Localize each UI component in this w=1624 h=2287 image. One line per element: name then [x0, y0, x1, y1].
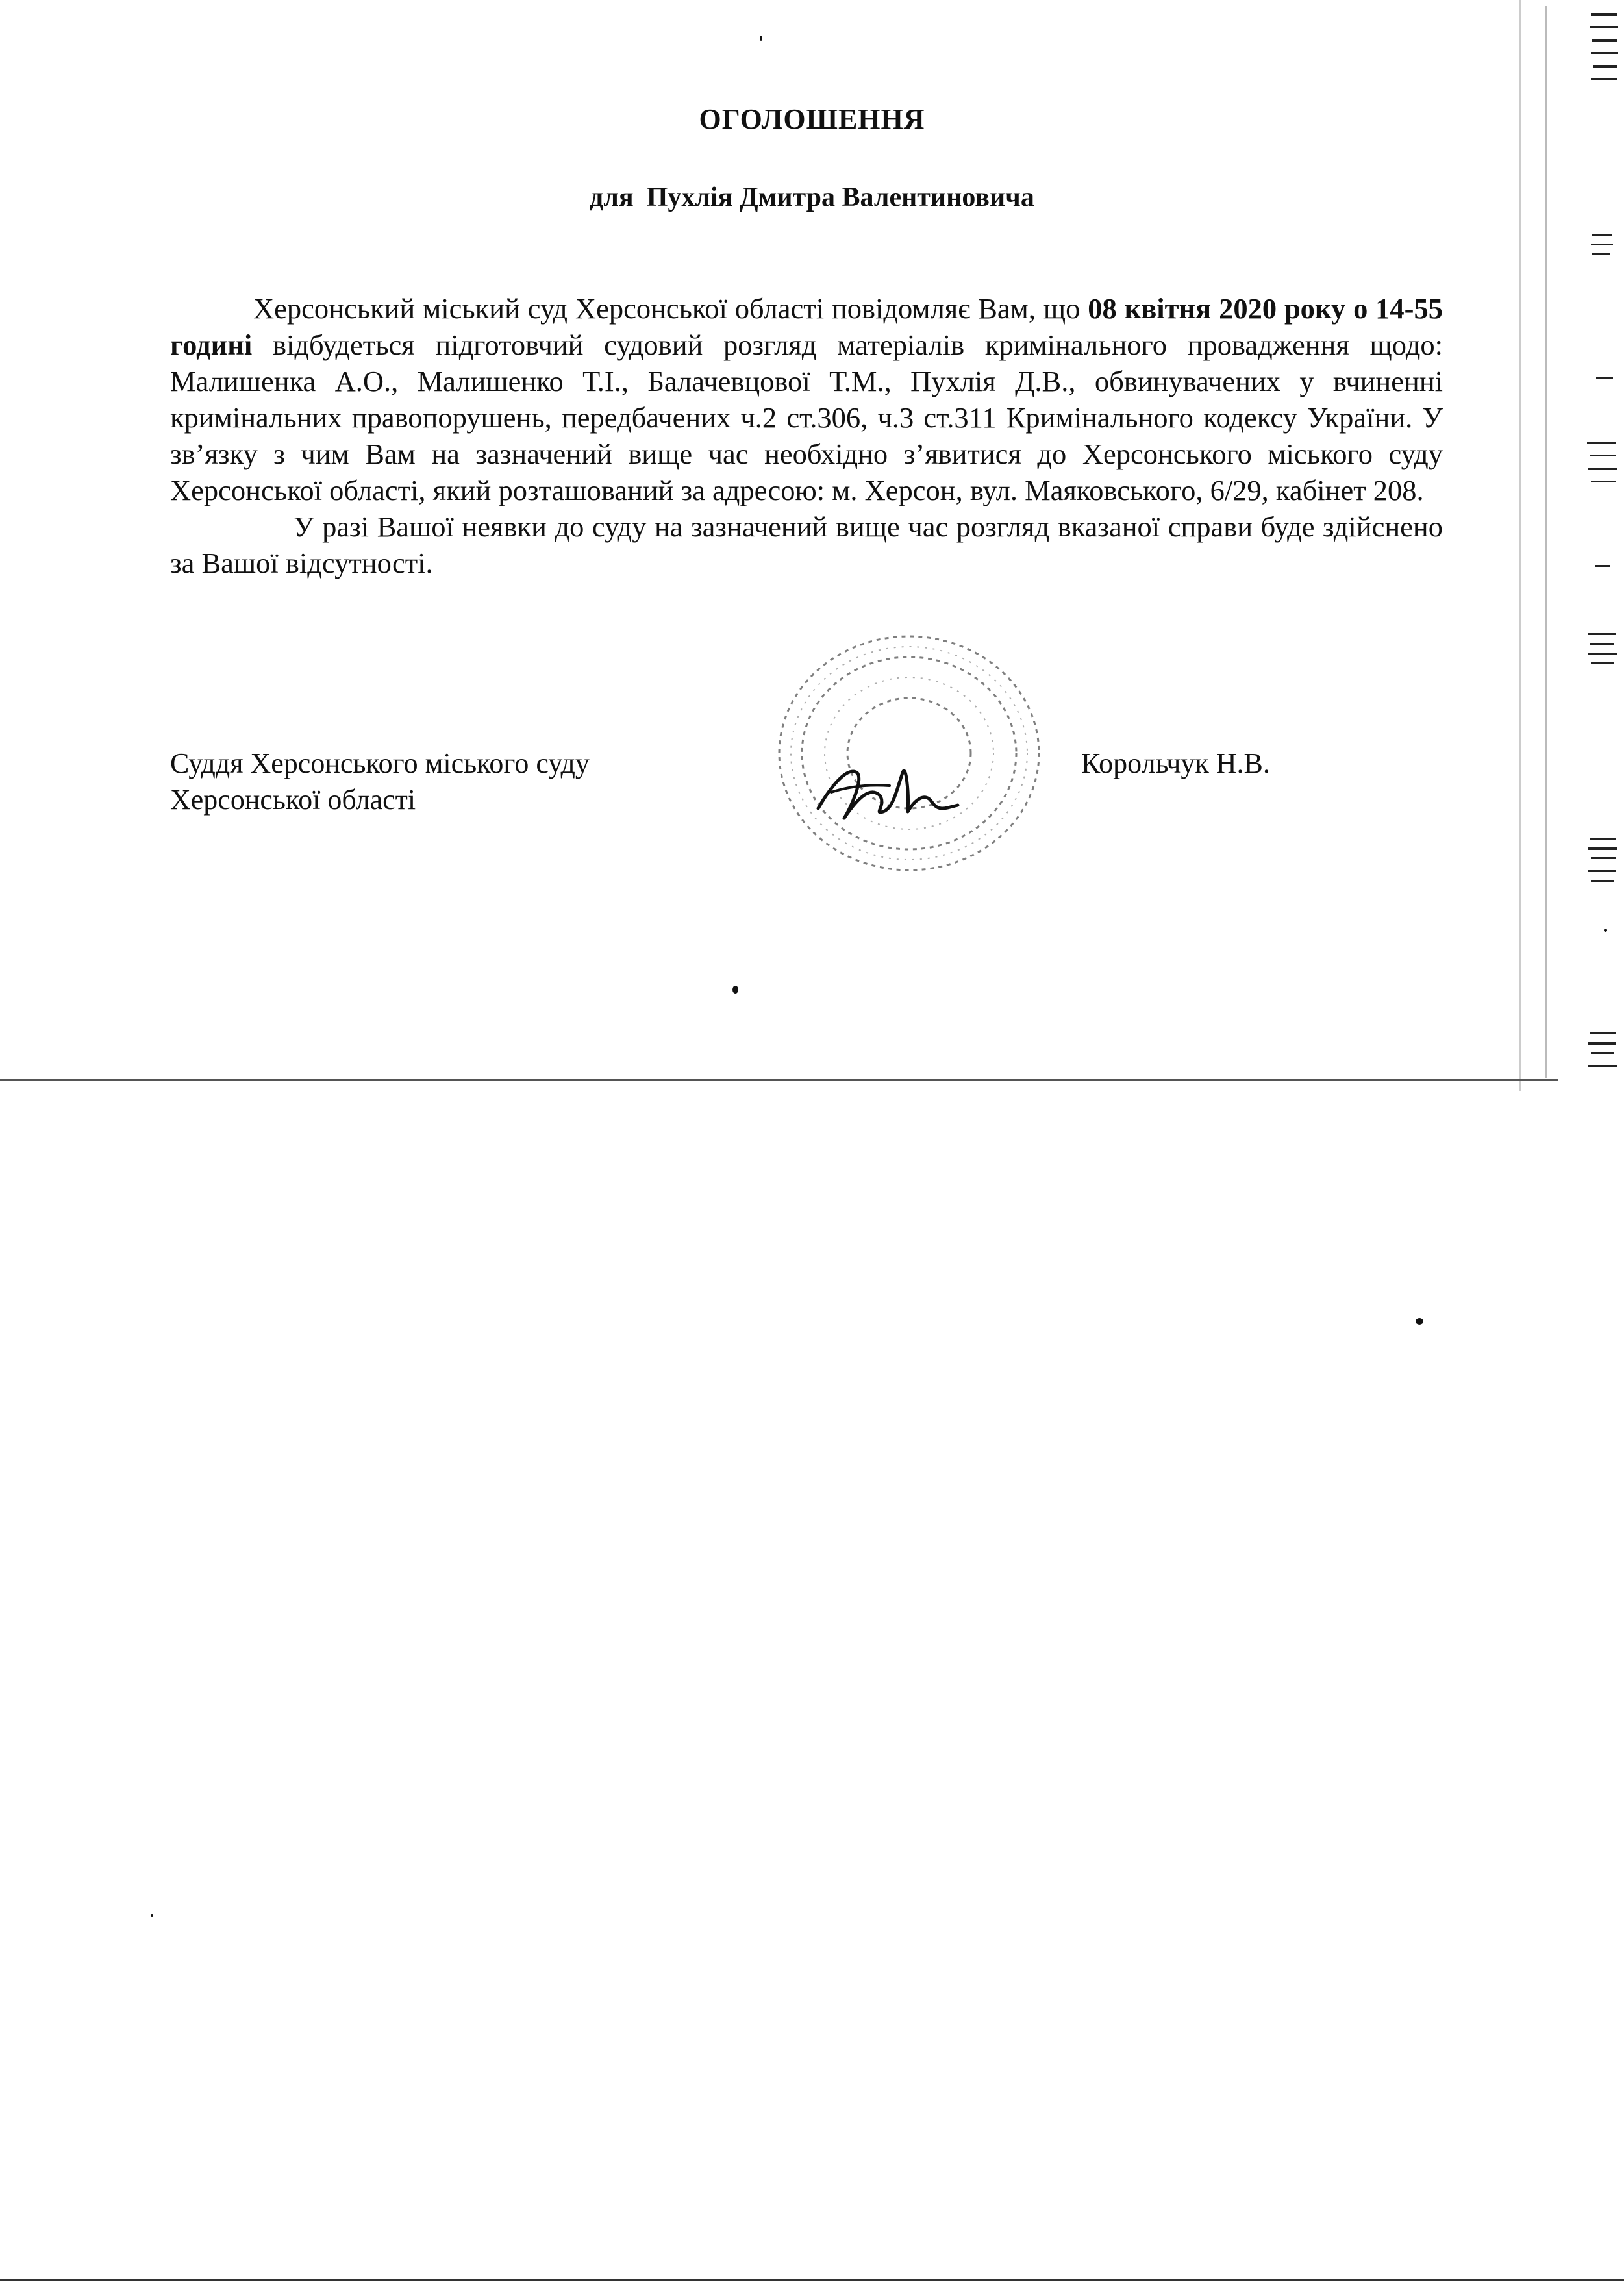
- judge-position-line-1: Суддя Херсонського міського суду: [170, 747, 590, 779]
- paragraph-1-intro: Херсонський міський суд Херсонської області повідомляє Вам, що: [253, 292, 1088, 325]
- hearing-date-time: 08 квітня 2020 року о 14-55 годині: [170, 292, 1443, 361]
- scan-artifact-right-edge: [1506, 0, 1624, 1091]
- judge-signature: [812, 747, 961, 831]
- notice-paragraph-2: У разі Вашої неявки до суду на зазначений вище час розгляд вказаної справи буде здійснено за Вашої відсутності.: [170, 510, 1443, 579]
- notice-body: [170, 290, 1443, 581]
- judge-position-line-2: Херсонської області: [170, 784, 416, 816]
- scan-speck: [151, 1914, 153, 1917]
- document-title: ОГОЛОШЕННЯ: [699, 103, 925, 135]
- scan-fold-line: [0, 1079, 1558, 1081]
- scan-speck: [760, 36, 762, 41]
- addressee-name: Пухлія Дмитра Валентиновича: [646, 182, 1034, 212]
- scan-speck: [1604, 929, 1607, 932]
- subtitle-prefix: для: [590, 182, 634, 212]
- scan-speck: [1416, 1318, 1423, 1325]
- notice-paragraph-1: [170, 290, 1443, 508]
- judge-position: [170, 745, 590, 818]
- scan-speck: [732, 986, 738, 994]
- judge-name: Корольчук Н.В.: [1081, 747, 1270, 779]
- scan-bottom-edge: [0, 2279, 1624, 2281]
- paragraph-1-rest: відбудеться підготовчий судовий розгляд матеріалів кримінального провадження щодо: Малишенка А.О., Малишенко Т.І., Балачевцової Т.М., Пухлія Д.В., обвинувачених у вчиненні кримінальних правопорушень, передбачених ч.2 ст.306, ч.3 ст.311 Кримінального кодексу України. У зв’язку з чим Вам на зазначений вище час необхідно з’явитися до Херсонського міського суду Херсонської області, який розташований за адресою: м. Херсон, вул. Маяковського, 6/29, кабінет 208.: [170, 329, 1443, 506]
- document-subtitle: [0, 182, 1624, 213]
